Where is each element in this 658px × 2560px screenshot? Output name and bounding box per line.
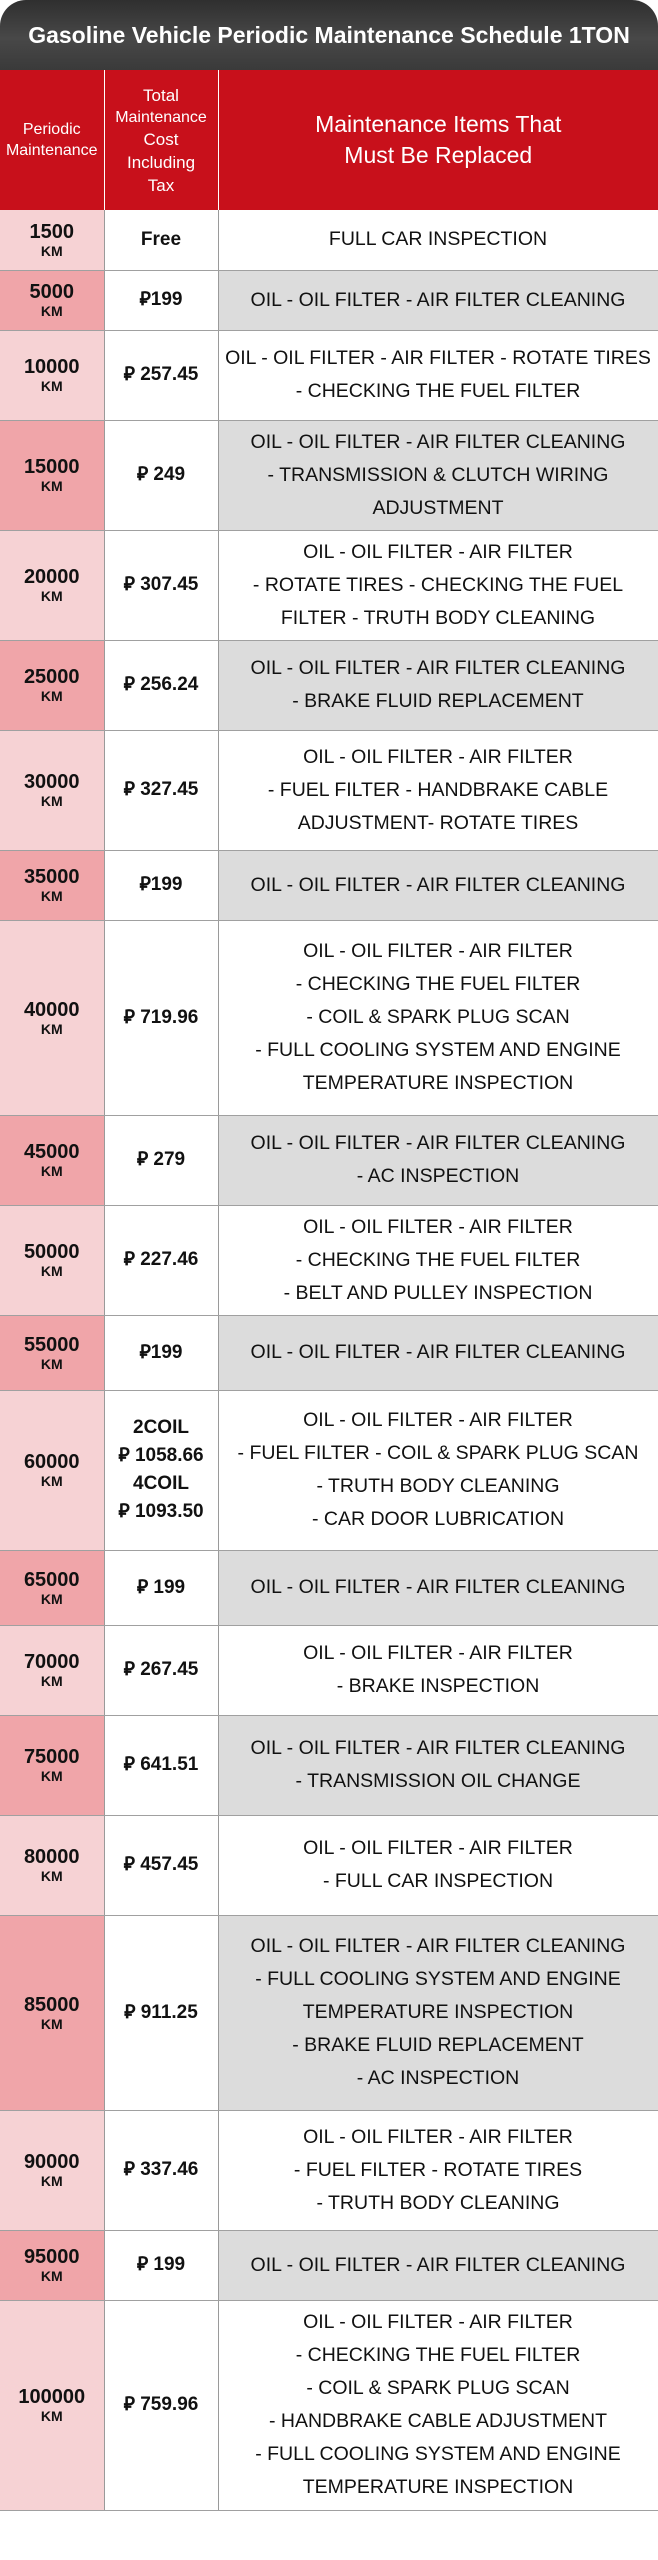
- table-row: [0, 640, 658, 730]
- header-text: Total: [143, 85, 179, 105]
- cost-value: ⃁ 1093.50: [118, 1501, 204, 1522]
- interval-unit: KM: [40, 793, 63, 809]
- interval-cell: [0, 850, 104, 920]
- table-row: [0, 1550, 658, 1625]
- maintenance-item: - BRAKE FLUID REPLACEMENT: [292, 2034, 584, 2056]
- cost-value: ⃁ 641.51: [123, 1754, 199, 1775]
- header-text: Tax: [147, 175, 175, 195]
- cost-value: ⃁ 267.45: [123, 1659, 199, 1680]
- interval-unit: KM: [40, 1473, 63, 1489]
- table-row: [0, 330, 658, 420]
- maintenance-item: - TRANSMISSION & CLUTCH WIRING: [267, 463, 609, 486]
- items-cell: [218, 330, 658, 420]
- interval-cell: [0, 1115, 104, 1205]
- interval-cell: [0, 270, 104, 330]
- items-cell: [218, 420, 658, 530]
- table-header-row: [0, 70, 658, 210]
- interval-km: 5000: [29, 281, 74, 303]
- interval-unit: KM: [40, 242, 63, 259]
- maintenance-item: OIL - OIL FILTER - AIR FILTER CLEANING: [250, 1576, 626, 1598]
- header-text: Maintenance: [5, 142, 98, 159]
- maintenance-item: - ROTATE TIRES - CHECKING THE FUEL: [252, 573, 624, 596]
- table-row: [0, 2110, 658, 2230]
- interval-km: 80000: [23, 1846, 80, 1868]
- cost-cell: [104, 270, 218, 330]
- maintenance-item: - FULL COOLING SYSTEM AND ENGINE: [255, 2443, 621, 2465]
- header-periodic-maintenance: [0, 70, 104, 210]
- interval-unit: KM: [40, 2408, 63, 2424]
- interval-km: 15000: [23, 456, 80, 478]
- header-text: Including: [126, 152, 196, 172]
- items-cell: [218, 640, 658, 730]
- table-row: [0, 1625, 658, 1715]
- maintenance-item: - FULL CAR INSPECTION: [322, 1870, 554, 1892]
- interval-cell: [0, 1315, 104, 1390]
- cost-value: ⃁ 327.45: [123, 779, 199, 800]
- interval-km: 50000: [23, 1241, 80, 1263]
- interval-unit: KM: [40, 1673, 63, 1689]
- maintenance-item: OIL - OIL FILTER - AIR FILTER: [303, 1837, 573, 1859]
- table-row: [0, 210, 658, 270]
- items-cell: [218, 1815, 658, 1915]
- interval-cell: [0, 1205, 104, 1315]
- interval-unit: KM: [40, 1590, 63, 1607]
- cost-value: ⃁ 911.25: [124, 2001, 198, 2023]
- items-cell: [218, 1115, 658, 1205]
- items-cell: [218, 1550, 658, 1625]
- interval-cell: [0, 1625, 104, 1715]
- cost-value: ⃁ 719.96: [123, 1006, 199, 1028]
- cost-value: ⃁199: [139, 289, 183, 310]
- cost-value: ⃁ 759.96: [123, 2394, 199, 2415]
- interval-unit: KM: [40, 1163, 63, 1179]
- cost-value: ⃁ 307.45: [123, 574, 199, 595]
- interval-km: 25000: [23, 666, 80, 688]
- maintenance-item: OIL - OIL FILTER - AIR FILTER CLEANING: [250, 657, 626, 679]
- maintenance-item: - CAR DOOR LUBRICATION: [311, 1508, 565, 1530]
- header-text: Periodic: [22, 121, 81, 138]
- interval-cell: [0, 2230, 104, 2300]
- interval-cell: [0, 1815, 104, 1915]
- maintenance-item: OIL - OIL FILTER - AIR FILTER CLEANING: [250, 288, 626, 311]
- maintenance-item: OIL - OIL FILTER - AIR FILTER: [303, 1215, 573, 1238]
- cost-cell: [104, 330, 218, 420]
- cost-cell: [104, 1390, 218, 1550]
- maintenance-item: OIL - OIL FILTER - AIR FILTER - ROTATE TIRES: [225, 347, 651, 369]
- interval-unit: KM: [40, 2015, 63, 2032]
- cost-cell: [104, 1315, 218, 1390]
- items-cell: [218, 1625, 658, 1715]
- interval-cell: [0, 1550, 104, 1625]
- interval-km: 85000: [23, 1993, 80, 2016]
- interval-unit: KM: [40, 378, 63, 394]
- maintenance-item: ADJUSTMENT- ROTATE TIRES: [297, 811, 579, 834]
- maintenance-item: - FULL COOLING SYSTEM AND ENGINE: [255, 1968, 621, 1990]
- items-cell: [218, 2300, 658, 2510]
- schedule-title: Gasoline Vehicle Periodic Maintenance Schedule 1TON: [0, 0, 658, 70]
- header-maintenance-items: [218, 70, 658, 210]
- items-cell: [218, 1390, 658, 1550]
- cost-cell: [104, 1625, 218, 1715]
- items-cell: [218, 850, 658, 920]
- maintenance-item: FILTER - TRUTH BODY CLEANING: [280, 606, 596, 629]
- maintenance-item: TEMPERATURE INSPECTION: [302, 1072, 574, 1094]
- maintenance-item: OIL - OIL FILTER - AIR FILTER: [303, 1642, 573, 1664]
- maintenance-item: OIL - OIL FILTER - AIR FILTER: [303, 2311, 573, 2333]
- interval-km: 60000: [23, 1451, 80, 1473]
- interval-km: 70000: [23, 1651, 80, 1673]
- maintenance-item: OIL - OIL FILTER - AIR FILTER CLEANING: [250, 2253, 626, 2276]
- table-row: [0, 850, 658, 920]
- maintenance-item: - COIL & SPARK PLUG SCAN: [306, 1006, 570, 1028]
- table-row: [0, 920, 658, 1115]
- interval-km: 1500: [29, 220, 74, 243]
- maintenance-item: - BRAKE INSPECTION: [336, 1675, 540, 1697]
- table-body: [0, 210, 658, 2510]
- cost-cell: [104, 640, 218, 730]
- cost-cell: [104, 1205, 218, 1315]
- table-row: [0, 2230, 658, 2300]
- table-row: [0, 530, 658, 640]
- table-row: [0, 730, 658, 850]
- maintenance-item: OIL - OIL FILTER - AIR FILTER CLEANING: [250, 1935, 626, 1957]
- table-row: [0, 1115, 658, 1205]
- cost-value: ⃁199: [139, 1341, 183, 1363]
- table-row: [0, 1815, 658, 1915]
- interval-km: 40000: [23, 998, 80, 1021]
- maintenance-item: - FUEL FILTER - HANDBRAKE CABLE: [267, 778, 609, 801]
- items-cell: [218, 530, 658, 640]
- cost-value: ⃁199: [139, 874, 183, 895]
- maintenance-item: - AC INSPECTION: [356, 1165, 520, 1187]
- table-row: [0, 1390, 658, 1550]
- interval-cell: [0, 920, 104, 1115]
- maintenance-table: [0, 70, 658, 2511]
- cost-value: 2COIL: [133, 1417, 189, 1438]
- items-cell: [218, 2110, 658, 2230]
- cost-value: ⃁ 337.46: [123, 2159, 199, 2180]
- interval-cell: [0, 1715, 104, 1815]
- cost-cell: [104, 2110, 218, 2230]
- table-row: [0, 1205, 658, 1315]
- interval-cell: [0, 210, 104, 270]
- maintenance-item: - COIL & SPARK PLUG SCAN: [306, 2377, 570, 2399]
- maintenance-item: - BRAKE FLUID REPLACEMENT: [292, 690, 584, 712]
- interval-km: 95000: [23, 2246, 80, 2268]
- cost-value: ⃁ 227.46: [123, 1249, 199, 1270]
- interval-unit: KM: [40, 688, 63, 704]
- interval-km: 20000: [23, 566, 80, 588]
- interval-cell: [0, 2110, 104, 2230]
- maintenance-item: ADJUSTMENT: [372, 496, 504, 519]
- maintenance-item: OIL - OIL FILTER - AIR FILTER CLEANING: [250, 1341, 626, 1363]
- cost-value: ⃁ 199: [136, 2254, 186, 2275]
- maintenance-item: - BELT AND PULLEY INSPECTION: [283, 1281, 593, 1304]
- cost-value: ⃁ 249: [136, 464, 186, 485]
- interval-km: 45000: [23, 1141, 80, 1163]
- interval-unit: KM: [40, 2268, 63, 2284]
- interval-km: 90000: [23, 2151, 80, 2173]
- maintenance-item: - CHECKING THE FUEL FILTER: [295, 2344, 581, 2366]
- cost-cell: [104, 1915, 218, 2110]
- maintenance-item: - FULL COOLING SYSTEM AND ENGINE: [255, 1039, 621, 1061]
- interval-unit: KM: [40, 1020, 63, 1037]
- maintenance-item: - HANDBRAKE CABLE ADJUSTMENT: [268, 2410, 608, 2432]
- table-row: [0, 1315, 658, 1390]
- items-cell: [218, 920, 658, 1115]
- cost-cell: [104, 2300, 218, 2510]
- header-text: Maintenance: [115, 108, 207, 126]
- maintenance-item: - TRUTH BODY CLEANING: [316, 1475, 560, 1497]
- interval-km: 75000: [23, 1746, 80, 1768]
- interval-km: 10000: [23, 356, 80, 378]
- table-row: [0, 420, 658, 530]
- cost-cell: [104, 730, 218, 850]
- maintenance-item: - FUEL FILTER - ROTATE TIRES: [293, 2158, 583, 2181]
- items-cell: [218, 1715, 658, 1815]
- maintenance-item: - TRANSMISSION OIL CHANGE: [295, 1770, 581, 1792]
- interval-unit: KM: [40, 1263, 63, 1279]
- interval-cell: [0, 330, 104, 420]
- cost-cell: [104, 1715, 218, 1815]
- interval-cell: [0, 1390, 104, 1550]
- cost-cell: [104, 2230, 218, 2300]
- maintenance-item: OIL - OIL FILTER - AIR FILTER: [303, 745, 573, 768]
- interval-unit: KM: [40, 888, 63, 904]
- interval-cell: [0, 730, 104, 850]
- maintenance-item: OIL - OIL FILTER - AIR FILTER CLEANING: [250, 1132, 626, 1154]
- cost-value: Free: [140, 228, 182, 250]
- interval-cell: [0, 640, 104, 730]
- maintenance-item: FULL CAR INSPECTION: [328, 228, 548, 251]
- interval-cell: [0, 2300, 104, 2510]
- items-cell: [218, 1315, 658, 1390]
- interval-unit: KM: [40, 588, 63, 604]
- maintenance-item: - FUEL FILTER - COIL & SPARK PLUG SCAN: [237, 1442, 639, 1464]
- cost-value: ⃁ 199: [136, 1576, 186, 1598]
- maintenance-item: OIL - OIL FILTER - AIR FILTER CLEANING: [250, 873, 626, 896]
- table-row: [0, 1715, 658, 1815]
- maintenance-item: OIL - OIL FILTER - AIR FILTER CLEANING: [250, 1737, 626, 1759]
- maintenance-item: TEMPERATURE INSPECTION: [302, 2001, 574, 2023]
- header-text: Maintenance Items That: [315, 111, 562, 137]
- interval-km: 35000: [23, 866, 80, 888]
- cost-cell: [104, 1550, 218, 1625]
- items-cell: [218, 730, 658, 850]
- maintenance-item: - CHECKING THE FUEL FILTER: [295, 380, 581, 402]
- maintenance-item: - AC INSPECTION: [356, 2067, 520, 2089]
- interval-km: 55000: [23, 1333, 80, 1356]
- maintenance-item: OIL - OIL FILTER - AIR FILTER: [303, 540, 573, 563]
- interval-unit: KM: [40, 2173, 63, 2189]
- cost-value: ⃁ 256.24: [123, 674, 199, 695]
- items-cell: [218, 1915, 658, 2110]
- cost-cell: [104, 1115, 218, 1205]
- items-cell: [218, 270, 658, 330]
- interval-unit: KM: [40, 478, 63, 494]
- maintenance-item: OIL - OIL FILTER - AIR FILTER: [303, 1409, 573, 1431]
- items-cell: [218, 2230, 658, 2300]
- interval-km: 65000: [23, 1568, 80, 1591]
- items-cell: [218, 1205, 658, 1315]
- cost-cell: [104, 420, 218, 530]
- interval-unit: KM: [40, 1768, 63, 1784]
- interval-unit: KM: [40, 1355, 63, 1372]
- cost-value: ⃁ 1058.66: [118, 1445, 204, 1466]
- cost-value: ⃁ 257.45: [123, 364, 199, 385]
- cost-cell: [104, 850, 218, 920]
- interval-unit: KM: [40, 303, 63, 319]
- maintenance-item: - CHECKING THE FUEL FILTER: [295, 1248, 581, 1271]
- cost-value: ⃁ 279: [136, 1149, 186, 1170]
- maintenance-item: OIL - OIL FILTER - AIR FILTER: [303, 2125, 573, 2148]
- table-row: [0, 270, 658, 330]
- interval-km: 100000: [18, 2386, 86, 2408]
- interval-cell: [0, 530, 104, 640]
- interval-cell: [0, 1915, 104, 2110]
- header-text: Must Be Replaced: [344, 142, 533, 168]
- cost-cell: [104, 1815, 218, 1915]
- maintenance-item: - CHECKING THE FUEL FILTER: [295, 973, 581, 995]
- cost-cell: [104, 210, 218, 270]
- cost-cell: [104, 530, 218, 640]
- interval-cell: [0, 420, 104, 530]
- maintenance-item: OIL - OIL FILTER - AIR FILTER CLEANING: [250, 430, 626, 453]
- maintenance-item: TEMPERATURE INSPECTION: [302, 2476, 574, 2498]
- interval-km: 30000: [23, 771, 80, 793]
- header-text: Cost: [143, 129, 179, 149]
- table-row: [0, 1915, 658, 2110]
- table-row: [0, 2300, 658, 2510]
- cost-cell: [104, 920, 218, 1115]
- maintenance-item: - TRUTH BODY CLEANING: [316, 2191, 560, 2214]
- items-cell: [218, 210, 658, 270]
- cost-value: ⃁ 457.45: [123, 1854, 199, 1875]
- interval-unit: KM: [40, 1868, 63, 1884]
- cost-value: 4COIL: [133, 1473, 189, 1494]
- header-total-cost: [104, 70, 218, 210]
- maintenance-item: OIL - OIL FILTER - AIR FILTER: [303, 940, 573, 962]
